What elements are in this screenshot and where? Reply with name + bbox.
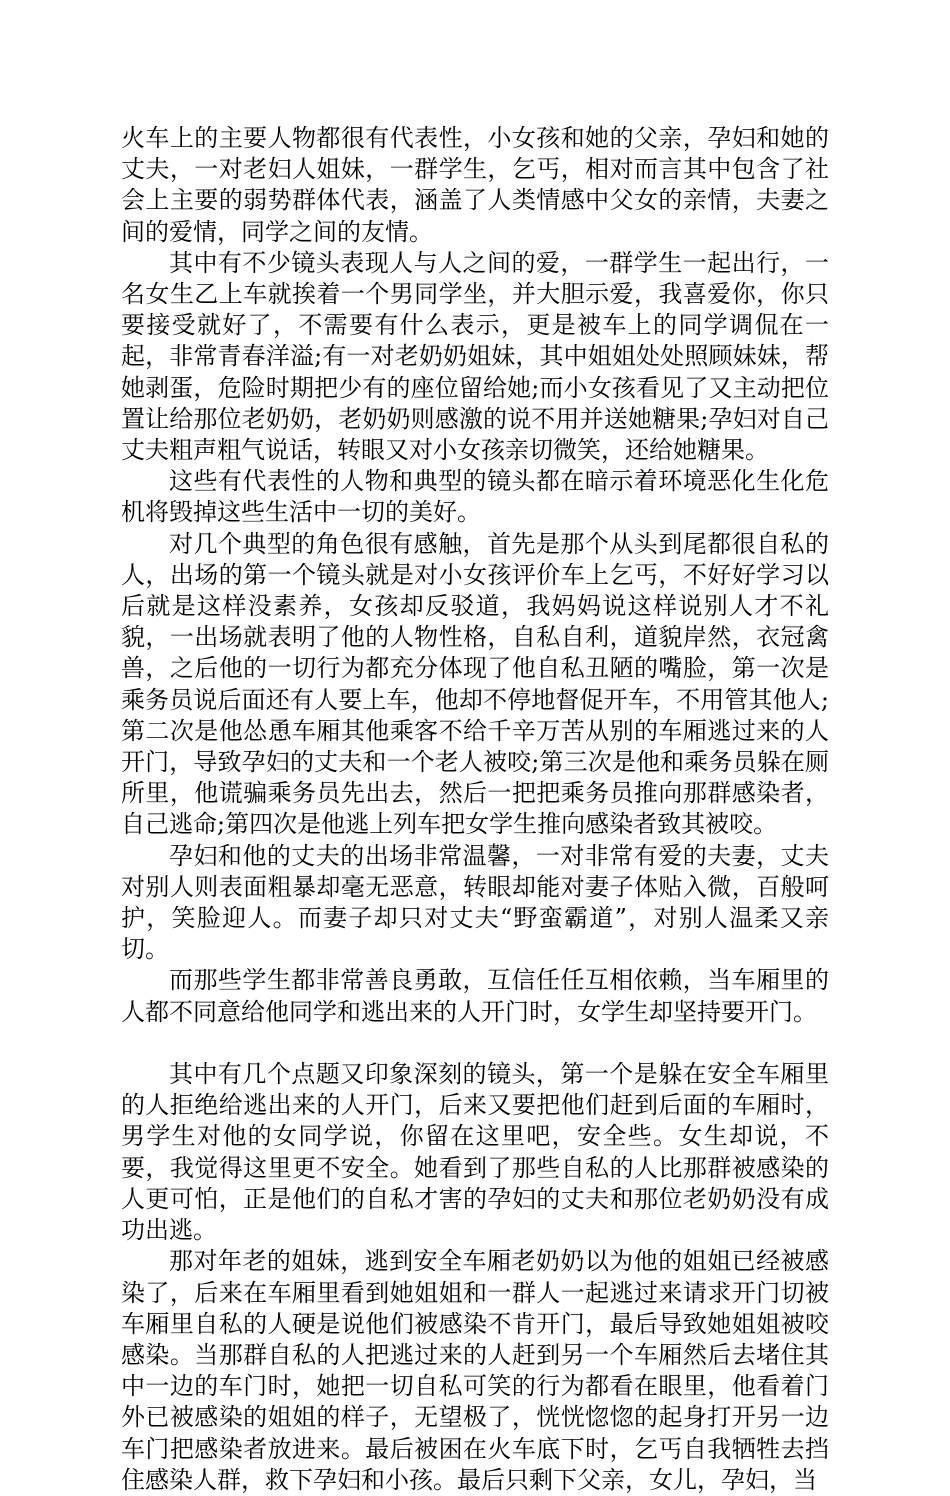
paragraph-7: 其中有几个点题又印象深刻的镜头，第一个是躲在安全车厢里的人拒绝给逃出来的人开门，后来又要把他们赶到后面的车厢时，男学生对他的女同学说，你留在这里吧，安全些。女生却说，不要，我觉得这里更不安全。她看到了那些自私的人比那群被感染的人更可怕，正是他们的自私才害的孕妇的丈夫和那位老奶奶没有成功出逃。 <box>121 1060 829 1245</box>
body-text <box>121 123 829 1496</box>
paragraph-8: 那对年老的姐妹，逃到安全车厢老奶奶以为他的姐姐已经被感染了，后来在车厢里看到她姐姐和一群人一起逃过来请求开门切被车厢里自私的人硬是说他们被感染不肯开门，最后导致她姐姐被咬感染。当那群自私的人把逃过来的人赶到另一个车厢然后去堵住其中一边的车门时，她把一切自私可笑的行为都看在眼里，他看着门外已被感染的姐姐的样子，无望极了，恍恍惚惚的起身打开另一边车门把感染者放进来。最后被困在火车底下时，乞丐自我牺牲去挡住感染人群，救下孕妇和小孩。最后只剩下父亲，女儿，孕妇，当 <box>121 1247 829 1494</box>
paragraph-3: 这些有代表性的人物和典型的镜头都在暗示着环境恶化生化危机将毁掉这些生活中一切的美好。 <box>121 467 829 527</box>
paragraph-5: 孕妇和他的丈夫的出场非常温馨，一对非常有爱的夫妻，丈夫对别人则表面粗暴却毫无恶意，转眼却能对妻子体贴入微，百般呵护，笑脸迎人。而妻子却只对丈夫“野蛮霸道”，对别人温柔又亲切。 <box>121 841 829 964</box>
paragraph-2: 其中有不少镜头表现人与人之间的爱，一群学生一起出行，一名女生乙上车就挨着一个男同学坐，并大胆示爱，我喜爱你，你只要接受就好了，不需要有什么表示，更是被车上的同学调侃在一起，非常青春洋溢;有一对老奶奶姐妹，其中姐姐处处照顾妹妹，帮她剥蛋，危险时期把少有的座位留给她;而小女孩看见了又主动把位置让给那位老奶奶，老奶奶则感激的说不用并送她糖果;孕妇对自己丈夫粗声粗气说话，转眼又对小女孩亲切微笑，还给她糖果。 <box>121 248 829 465</box>
paragraph-6: 而那些学生都非常善良勇敢，互信任任互相依赖，当车厢里的人都不同意给他同学和逃出来的人开门时，女学生却坚持要开门。 <box>121 966 829 1026</box>
paragraph-4: 对几个典型的角色很有感触，首先是那个从头到尾都很自私的人，出场的第一个镜头就是对小女孩评价车上乞丐，不好好学习以后就是这样没素养，女孩却反驳道，我妈妈说这样说别人才不礼貌，一出场就表明了他的人物性格，自私自利，道貌岸然，衣冠禽兽，之后他的一切行为都充分体现了他自私丑陋的嘴脸，第一次是乘务员说后面还有人要上车，他却不停地督促开车，不用管其他人;第二次是他怂恿车厢其他乘客不给千辛万苦从别的车厢逃过来的人开门，导致孕妇的丈夫和一个老人被咬;第三次是他和乘务员躲在厕所里，他谎骗乘务员先出去，然后一把把乘务员推向那群感染者，自己逃命;第四次是他逃上列车把女学生推向感染者致其被咬。 <box>121 529 829 839</box>
paragraph-1: 火车上的主要人物都很有代表性，小女孩和她的父亲，孕妇和她的丈夫，一对老妇人姐妹，一群学生，乞丐，相对而言其中包含了社会上主要的弱势群体代表，涵盖了人类情感中父女的亲情，夫妻之间的爱情，同学之间的友情。 <box>121 124 829 246</box>
blank-line <box>121 1028 829 1059</box>
